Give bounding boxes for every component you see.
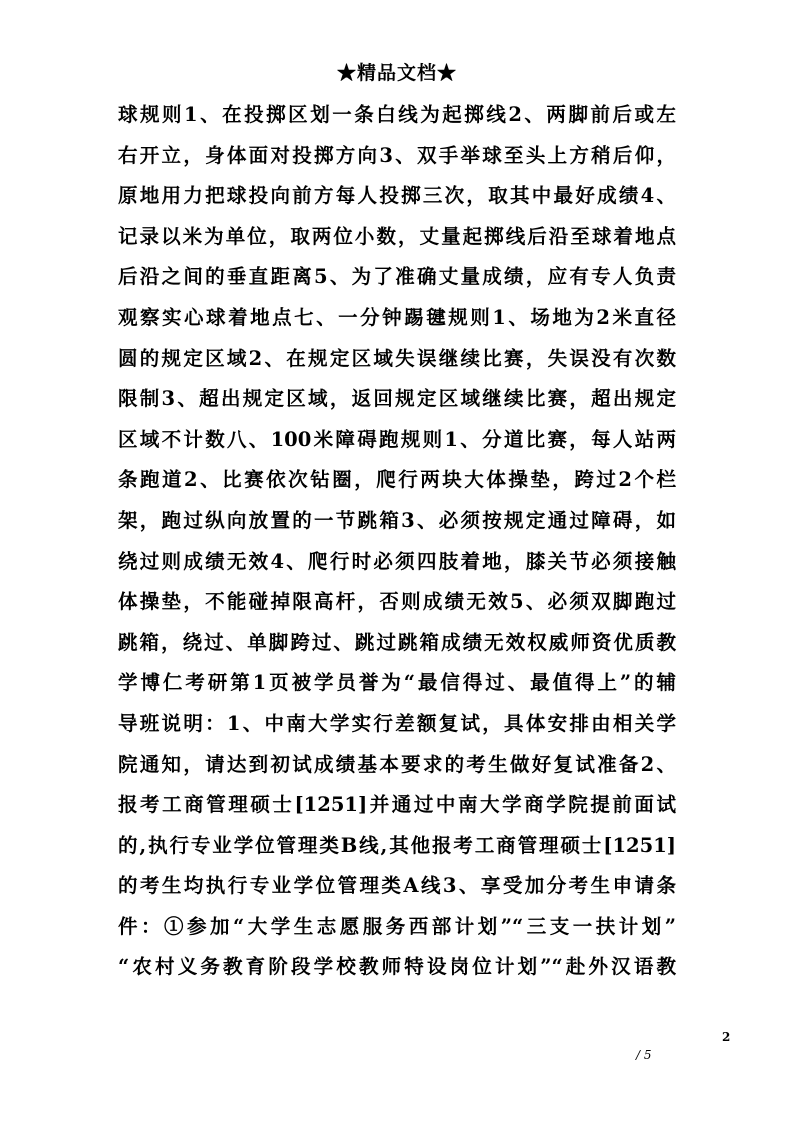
body-line: 导班说明：1、中南大学实行差额复试，具体安排由相关学 bbox=[118, 711, 676, 735]
body-line: 跳箱，绕过、单脚跨过、跳过跳箱成绩无效权威师资优质教 bbox=[118, 630, 676, 654]
body-line: 原地用力把球投向前方每人投掷三次，取其中最好成绩4、 bbox=[118, 184, 676, 208]
body-line: 球规则1、在投掷区划一条白线为起掷线2、两脚前后或左 bbox=[118, 103, 676, 126]
body-line: 报考工商管理硕士[1251]并通过中南大学商学院提前面试 bbox=[118, 793, 676, 817]
body-line: 限制3、超出规定区域，返回规定区域继续比赛，超出规定 bbox=[118, 387, 676, 411]
body-line: 记录以米为单位，取两位小数，丈量起掷线后沿至球着地点 bbox=[118, 224, 676, 248]
body-line: 体操垫，不能碰掉限高杆，否则成绩无效5、必须双脚跑过 bbox=[118, 590, 676, 614]
body-line: “农村义务教育阶段学校教师特设岗位计划”“赴外汉语教 bbox=[118, 955, 676, 979]
body-line: 院通知，请达到初试成绩基本要求的考生做好复试准备2、 bbox=[118, 752, 676, 776]
body-line: 圆的规定区域2、在规定区域失误继续比赛，失误没有次数 bbox=[118, 346, 676, 370]
body-line: 观察实心球着地点七、一分钟踢毽规则1、场地为2米直径 bbox=[118, 305, 676, 329]
page-header: ★精品文档★ bbox=[336, 62, 457, 84]
body-line: 区域不计数八、100米障碍跑规则1、分道比赛，每人站两 bbox=[118, 427, 676, 451]
body-line: 学博仁考研第1页被学员誉为“最信得过、最值得上”的辅 bbox=[118, 671, 676, 695]
page-count: / 5 bbox=[636, 1048, 652, 1062]
body-line: 的,执行专业学位管理类B线,其他报考工商管理硕士[1251] bbox=[118, 833, 676, 857]
body-line: 条跑道2、比赛依次钻圈，爬行两块大体操垫，跨过2个栏 bbox=[118, 468, 676, 492]
body-line: 绕过则成绩无效4、爬行时必须四肢着地，膝关节必须接触 bbox=[118, 549, 676, 573]
body-line: 件：①参加“大学生志愿服务西部计划”“三支一扶计划” bbox=[118, 914, 676, 938]
body-line: 架，跑过纵向放置的一节跳箱3、必须按规定通过障碍，如 bbox=[118, 508, 676, 532]
page-number: 2 bbox=[722, 1030, 731, 1044]
body-line: 的考生均执行专业学位管理类A线3、享受加分考生申请条 bbox=[118, 874, 676, 898]
body-line: 右开立，身体面对投掷方向3、双手举球至头上方稍后仰， bbox=[118, 143, 676, 167]
body-line: 后沿之间的垂直距离5、为了准确丈量成绩，应有专人负责 bbox=[118, 265, 676, 289]
document-body bbox=[118, 95, 676, 988]
